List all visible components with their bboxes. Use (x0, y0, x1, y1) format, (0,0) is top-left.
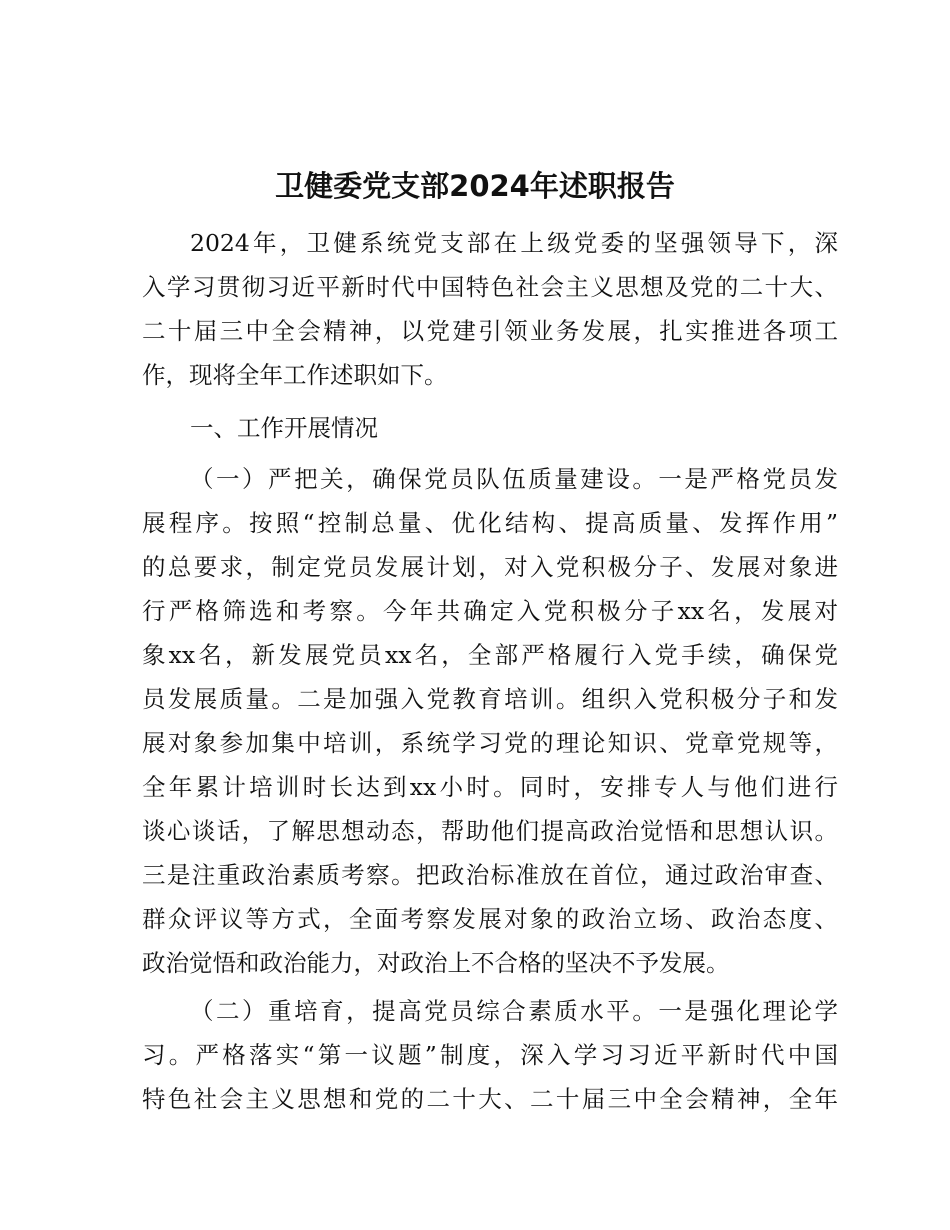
text-line: 全年累计培训时长达到xx小时。同时，安排专人与他们进行 (142, 773, 838, 801)
text-line: 谈心谈话，了解思想动态，帮助他们提高政治觉悟和思想认识。 (142, 817, 838, 845)
text-line: 二十届三中全会精神，以党建引领业务发展，扎实推进各项工 (142, 317, 838, 345)
text-line: 特色社会主义思想和党的二十大、二十届三中全会精神，全年 (142, 1085, 838, 1113)
section-heading (142, 406, 838, 450)
text-line: 员发展质量。二是加强入党教育培训。组织入党积极分子和发 (142, 685, 838, 713)
text-line: 展对象参加集中培训，系统学习党的理论知识、党章党规等， (142, 729, 838, 757)
text-line: 行严格筛选和考察。今年共确定入党积极分子xx名，发展对 (142, 597, 838, 625)
text-line: 的总要求，制定党员发展计划，对入党积极分子、发展对象进 (142, 553, 838, 581)
text-line: 2024年，卫健系统党支部在上级党委的坚强领导下，深 (190, 229, 838, 257)
text-line: 作，现将全年工作述职如下。 (142, 361, 448, 389)
section-1-paragraph (142, 457, 838, 985)
text-line: 习。严格落实“第一议题”制度，深入学习习近平新时代中国 (142, 1041, 838, 1069)
text-line: 展程序。按照“控制总量、优化结构、提高质量、发挥作用” (142, 509, 838, 537)
text-line: 象xx名，新发展党员xx名，全部严格履行入党手续，确保党 (142, 641, 838, 669)
text-line: （二）重培育，提高党员综合素质水平。一是强化理论学 (190, 997, 838, 1025)
text-line: （一）严把关，确保党员队伍质量建设。一是严格党员发 (190, 465, 838, 493)
section-2-paragraph (142, 989, 838, 1121)
document-title: 卫健委党支部2024年述职报告 (275, 169, 675, 203)
intro-paragraph (142, 221, 838, 397)
text-line: 群众评议等方式，全面考察发展对象的政治立场、政治态度、 (142, 905, 838, 933)
text-line: 三是注重政治素质考察。把政治标准放在首位，通过政治审查、 (142, 861, 838, 889)
text-line: 入学习贯彻习近平新时代中国特色社会主义思想及党的二十大、 (142, 273, 838, 301)
heading-line: 一、工作开展情况 (190, 414, 378, 442)
text-line: 政治觉悟和政治能力，对政治上不合格的坚决不予发展。 (142, 949, 730, 977)
